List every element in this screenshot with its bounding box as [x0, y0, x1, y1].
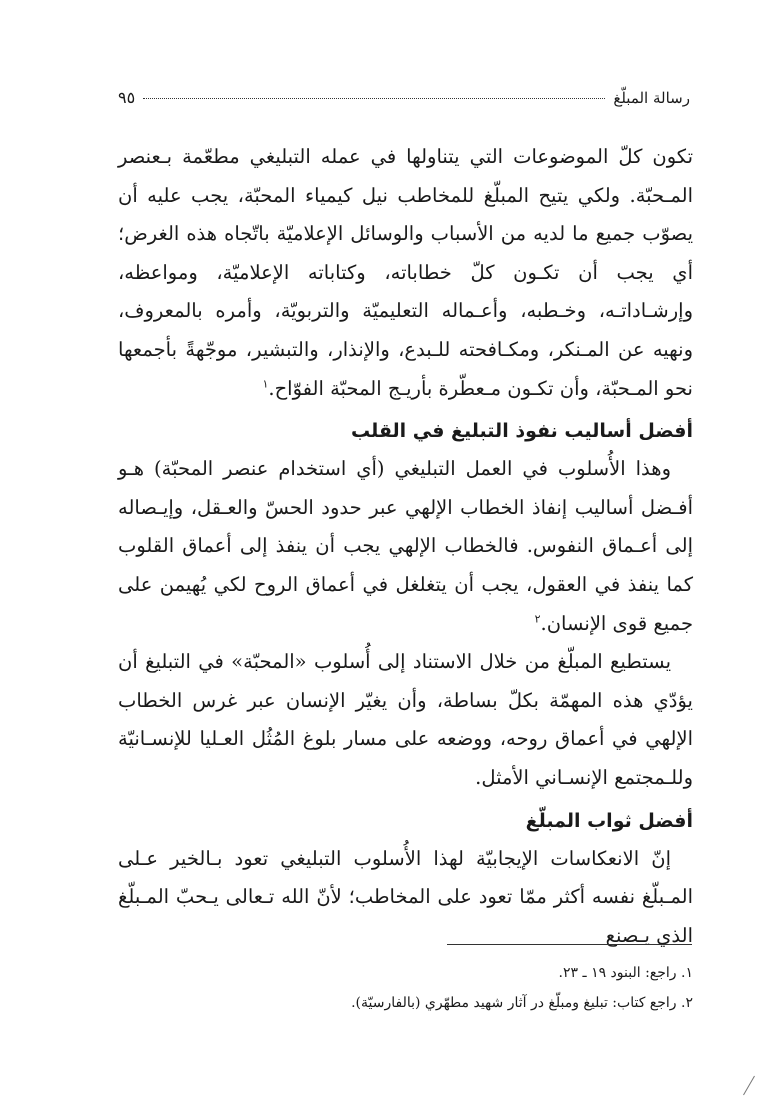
leader-dots	[143, 98, 605, 99]
section-heading-1: أفضل أساليب نفوذ التبليغ في القلب	[350, 420, 693, 443]
footnote-ref-1: ١	[262, 377, 269, 391]
footnote-2: ٢. راجع كتاب: تبليغ ومبلّغ در آثار شهيد مطهّري (بالفارسيّة).	[351, 995, 693, 1011]
running-header	[118, 88, 690, 114]
paragraph-1-text: تكون كلّ الموضوعات التي يتناولها في عمله التبليغي مطعّمة بـعنصر المـحبّة. ولكي يتيح المبلّغ للمخاطب نيل كيمياء المحبّة، يجب عليه أن يصوّب جميع ما لديه من الأسباب والوسائل الإعلاميّة باتّجاه هذه الغرض؛ أي يجب أن تكـون كلّ خطاباته، وكتاباته الإعلاميّة، ومواعظه، وإرشـاداتـه، وخـطبه، وأعـماله التعليميّة والتربويّة، وأمره بالمعروف، ونهيه عن المـنكر، ومكـافحته للـبدع، والإنذار، والتبشير، موجّهةً بأجمعها نحو المـحبّة، وأن تكـون مـعطّرة بأريـج المحبّة الفوّاح.	[118, 145, 693, 400]
footnotes	[118, 958, 693, 1018]
page-body	[118, 138, 693, 955]
paragraph-2	[118, 450, 693, 643]
footnote-divider	[447, 944, 692, 945]
footnote-ref-2: ٢	[534, 612, 541, 626]
paragraph-2-text: وهذا الأُسلوب في العمل التبليغي (أي استخدام عنصر المحبّة) هـو أفـضل أساليب إنفاذ الخطاب الإلهي عبر حدود الحسّ والعـقل، وإيـصاله إلى أعـماق النفوس. فالخطاب الإلهي يجب أن ينفذ إلى أعماق القلوب كما ينفذ في العقول، يجب أن يتغلغل في أعماق الروح لكي يُهيمن على جميع قوى الإنسان.	[118, 457, 693, 635]
paragraph-3: يستطيع المبلّغ من خلال الاستناد إلى أُسلوب «المحبّة» في التبليغ أن يؤدّي هذه المهمّة بكلّ بساطة، وأن يغيّر الإنسان عبر غرس الخطاب الإلهي في أعماق روحه، ووضعه على مسار بلوغ المُثُل العـليا للإنسـانيّة وللـمجتمع الإنسـاني الأمثل.	[118, 650, 693, 789]
running-title: رسالة المبلّغ	[613, 89, 690, 107]
scan-corner-mark	[743, 1076, 755, 1096]
paragraph-4: إنّ الانعكاسات الإيجابيّة لهذا الأُسلوب التبليغي تعود بـالخير عـلى المـبلّغ نفسه أكثر ممّا تعود على المخاطب؛ لأنّ الله تـعالى يـحبّ المـبلّغ الذي يـصنع	[118, 846, 693, 947]
page-number: ٩٥	[118, 88, 136, 107]
footnote-1: ١. راجع: البنود ١٩ ـ ٢٣.	[558, 965, 693, 981]
section-heading-2: أفضل ثواب المبلّغ	[525, 809, 693, 832]
paragraph-1	[118, 138, 693, 408]
